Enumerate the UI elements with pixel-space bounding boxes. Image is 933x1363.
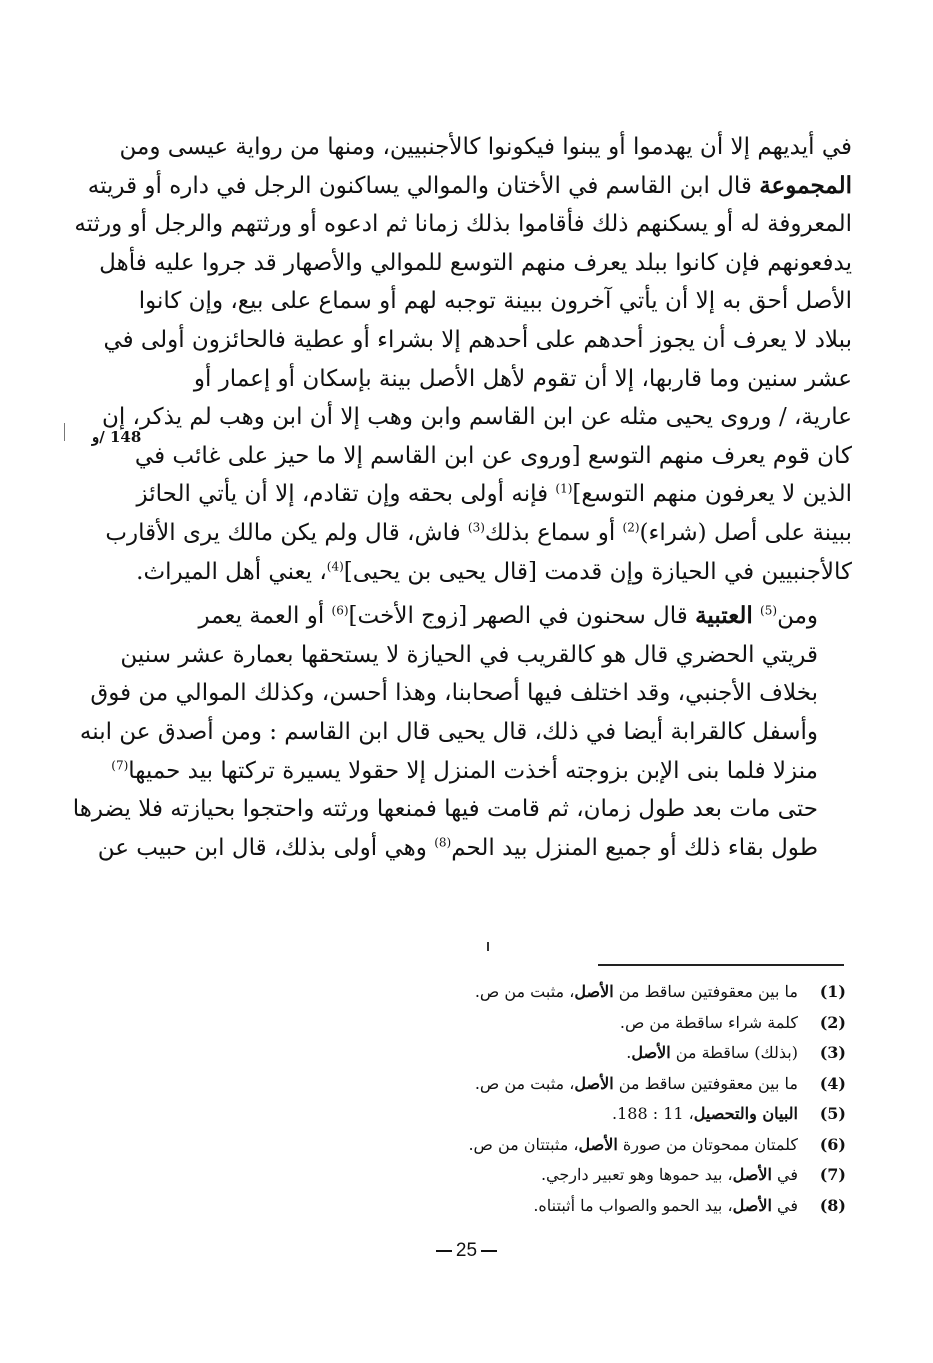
footnote-ref-6: (6) [331,603,349,618]
footnote-ref-8: (8) [434,835,452,850]
page-number-dash [436,1250,452,1252]
text-line: في أيديهم إلا أن يهدموا أو يبنوا فيكونوا كالأجنبيين، ومنها من رواية عيسى ومن [119,134,852,160]
footnote-text-segment: في [771,1195,798,1215]
footnote-bold-ref: الأصل [574,1073,614,1093]
footnote-ref-2: (2) [622,520,640,535]
footnote-item [400,982,846,1013]
text-segment: الذين لا يعرفون منهم التوسع] [572,481,852,508]
text-segment: ، يعني أهل الميراث. [136,558,327,585]
text-segment: كالأجنبيين في الحيازة وإن قدمت [قال يحيى بن يحيى] [343,558,852,585]
text-segment: قال ابن القاسم في الأختان والموالي يساكنون الرجل في داره أو قريته [87,172,752,199]
text-line: قريتي الحضري قال هو كالقريب في الحيازة لا يستحقها بعمارة عشر سنين [120,641,818,668]
footnote-bold-ref: الأصل [574,982,614,1001]
margin-tick-mark [64,423,65,441]
text-line: عشر سنين وما قاربها، إلا أن تقوم لأهل الأصل بينة بإسكان أو إعمار أو [193,365,852,392]
footnote-number: (7) [819,1165,846,1184]
text-line: حتى مات بعد طول زمان، ثم قامت فيها فمنعها ورثته واحتجوا بحيازته فلا يضرها [72,796,818,823]
text-line [180,597,852,636]
footnote-item [400,1013,846,1044]
text-segment: منزلا فلما بنى الإبن بزوجته أخذت المنزل إلا حقولا يسيرة تركتها بيد حميها [128,757,818,784]
footnote-text [400,1074,798,1093]
footnote-separator [598,964,844,966]
text-segment: قال سحنون في الصهر [زوج الأخت] [348,603,696,630]
footnote-text-segment: ، مثبت من ص. [474,1073,575,1093]
footnote-ref-4: (4) [326,558,344,573]
footnote-ref-5: (5) [760,603,778,618]
footnote-text-segment: ما بين معقوفتين ساقط من [613,1073,798,1093]
text-line: يدفعونهم فإن كانوا ببلد يعرف منهم التوسع للموالي والأصهار قد جروا عليه فأهل [99,249,852,276]
footnote-item [400,1043,846,1074]
footnote-text [400,1013,798,1032]
footnote-text [400,1135,798,1154]
text-line [136,553,852,592]
source-title-utbiyya: العتبية [695,602,753,630]
footnote-bold-ref: الأصل [578,1134,618,1154]
text-line [87,167,852,206]
footnote-number: (1) [819,982,846,1001]
footnote-number: (8) [819,1195,846,1215]
footnote-text-segment: ، مثبت من ص. [474,982,575,1001]
footnote-bold-ref: الأصل [732,1195,772,1215]
text-line: وأسفل كالقرابة أيضا في ذلك، قال يحيى قال ابن القاسم : ومن أصدق عن ابنه [79,718,818,745]
footnote-text-segment: ، 11 : 188. [611,1104,694,1123]
text-segment: فإنه أولى بحقه وإن تقادم، إلا أن يأتي الحائز [136,481,556,508]
text-line: الأصل أحق به إلا أن يأتي آخرون ببينة توجبه لهم أو سماع على بيع، وإن كانوا [138,288,852,315]
text-segment: وهي أولى بذلك، قال ابن حبيب عن [97,834,435,861]
text-line: ببلاد لا يعرف أن يجوز أحدهم على أحدهم إلا بشراء أو عطية فالحائزون أولى في [103,326,852,353]
footnote-number: (6) [819,1134,846,1154]
page-number-dash [481,1250,497,1252]
footnote-item [400,1104,846,1135]
footnote-item [400,1074,846,1105]
footnote-text-segment: ، بيد الحمو والصواب ما أثبتناه. [533,1195,733,1215]
footnote-text-segment: كلمة شراء ساقطة من ص. [619,1012,798,1032]
footnote-text [400,1196,798,1215]
page-number [0,1240,933,1262]
footnote-item [400,1196,846,1227]
text-line [111,752,852,791]
folio-margin-note: 148 /و [92,428,142,446]
footnote-text [400,1104,798,1123]
text-line [105,514,852,553]
footnote-item [400,1165,846,1196]
footnote-text-segment: (بذلك) ساقطة من [670,1043,798,1062]
page-number-value: 25 [455,1240,478,1261]
footnote-ref-7: (7) [111,757,129,772]
text-line: بخلاف الأجنبي، وقد اختلف فيها أصحابنا، وهذا أحسن، وكذلك الموالي من فوق [90,680,818,707]
footnote-number: (5) [819,1104,846,1123]
text-line: كان قوم يعرف منهم التوسع [وروى عن ابن القاسم إلا ما حيز على غائب في [134,442,852,469]
footnote-bold-ref: الأصل [631,1043,671,1062]
footnote-text [400,1043,798,1062]
footnote-bold-ref: البيان والتحصيل [693,1104,798,1123]
scan-speck [487,942,489,951]
text-segment: طول بقاء ذلك أو جميع المنزل بيد الحم [451,834,818,861]
source-title-majmua: المجموعة [759,171,852,199]
text-segment: أو سماع بذلك [484,519,623,546]
footnote-number: (2) [819,1012,846,1032]
text-segment: أو العمة يعمر [198,603,332,630]
text-line: المعروفة له أو يسكنهم ذلك فأقاموا بذلك زمانا ثم ادعوه أو ورثتهم والرجل أو ورثته [74,211,852,238]
footnote-text-segment: ، مثبتتان من ص. [468,1134,579,1154]
footnote-text-segment: . [626,1043,632,1062]
text-segment [753,603,760,629]
footnote-text [400,1165,798,1184]
footnote-text-segment: ما بين معقوفتين ساقط من [613,982,798,1001]
text-line [136,475,852,514]
footnote-number: (3) [819,1043,846,1062]
footnote-item [400,1135,846,1166]
text-segment: ببينة على أصل (شراء) [639,519,852,546]
text-line: عارية، / وروى يحيى مثله عن ابن القاسم وابن وهب إلا أن ابن وهب لم يذكر، إن [101,404,852,431]
footnotes [400,982,846,1226]
footnote-text-segment: ، بيد حموها وهو تعبير دارجي. [540,1165,733,1184]
footnote-ref-3: (3) [467,520,485,535]
footnote-text-segment: في [771,1165,798,1184]
footnote-number: (4) [819,1073,846,1093]
text-line [97,829,852,868]
text-segment: ومن [777,603,818,630]
footnote-ref-1: (1) [555,481,573,496]
footnote-bold-ref: الأصل [732,1165,772,1184]
footnote-text-segment: كلمتان ممحوتان من صورة [617,1134,798,1154]
paragraph-2 [72,597,852,867]
text-segment: فاش، قال ولم يكن مالك يرى الأقارب [105,519,468,546]
footnote-text [400,982,798,1001]
